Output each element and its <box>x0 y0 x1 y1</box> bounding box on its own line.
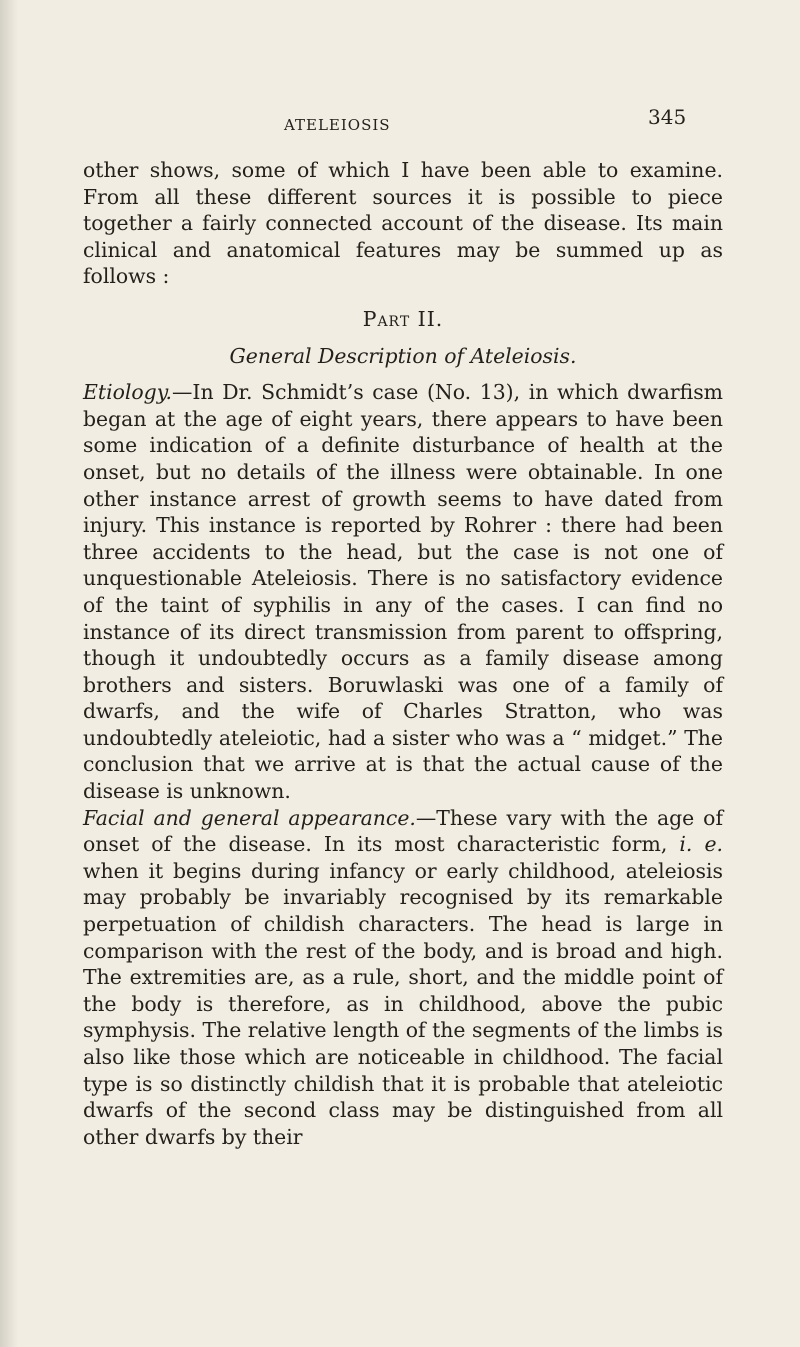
running-head: ATELEIOSIS <box>284 116 391 134</box>
page-body <box>83 157 723 1150</box>
paragraph-intro: other shows, some of which I have been able to examine. From all these different sources it is possible to piece together a fairly connected account of the disease. Its main clinical and anatomical features may be summed up as follows : <box>83 158 723 289</box>
page-header <box>0 92 800 132</box>
etiology-text: —In Dr. Schmidt’s case (No. 13), in which dwarfism began at the age of eight years, there appears to have been some indication of a definite disturbance of health at the onset, but no details of the illness were obtainable. In one other instance arrest of growth seems to have dated from injury. This instance is reported by Rohrer : there had been three accidents to the head, but the case is not one of unquestionable Ateleiosis. There is no satisfactory evidence of the taint of syphilis in any of the cases. I can find no instance of its direct transmission from parent to offspring, though it undoubtedly occurs as a family disease among brothers and sisters. Boruwlaski was one of a family of dwarfs, and the wife of Charles Stratton, who was undoubtedly ateleiotic, had a sister who was a “ midget.” The conclusion that we arrive at is that the actual cause of the disease is unknown. <box>83 380 723 804</box>
etiology-heading: Etiology. <box>83 380 173 405</box>
part-heading: Part II. <box>362 306 444 331</box>
page-gutter-shadow <box>0 0 18 1347</box>
facial-text-a: —These vary with the age of onset of the disease. In its most characteristic form, <box>83 805 723 857</box>
facial-ie: i. e. <box>679 832 723 857</box>
paragraph-etiology <box>83 379 723 805</box>
paragraph-facial-appearance <box>83 805 723 1151</box>
facial-text-b: when it begins during infancy or early childhood, ateleiosis may probably be invariably recognised by its remarkable perpetuation of childish characters. The head is large in comparison with the rest of the body, and is broad and high. The extremities are, as a rule, short, and the middle point of the body is therefore, as in childhood, above the pubic symphysis. The relative length of the segments of the limbs is also like those which are noticeable in childhood. The facial type is so distinctly childish that it is probable that ateleiotic dwarfs of the second class may be distinguished from all other dwarfs by their <box>83 858 723 1149</box>
section-heading: General Description of Ateleiosis. <box>229 343 577 368</box>
facial-heading: Facial and general appearance. <box>83 805 416 830</box>
page-number: 345 <box>648 105 687 129</box>
